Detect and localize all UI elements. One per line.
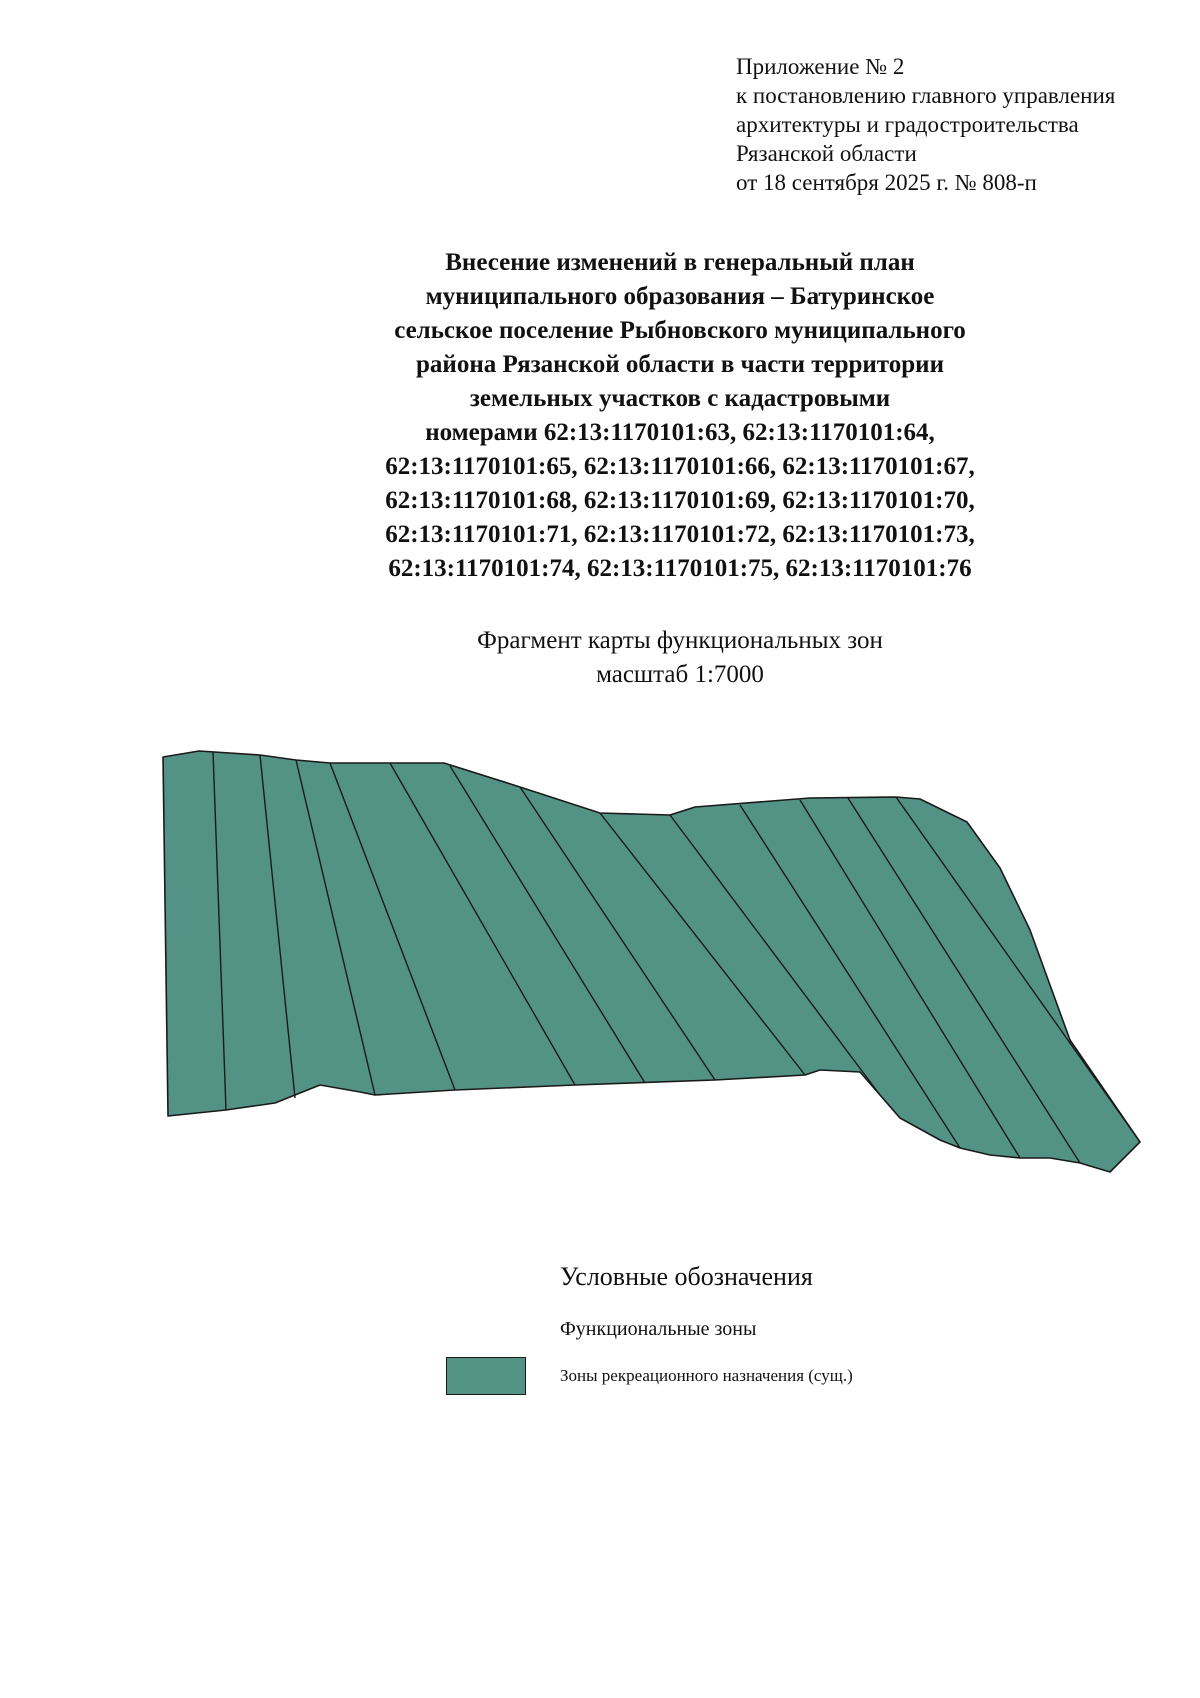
appendix-line: к постановлению главного управления [736,83,1116,108]
title-line: 62:13:1170101:74, 62:13:1170101:75, 62:13:1170101:76 [388,555,972,582]
document-title [300,246,1060,586]
appendix-line: от 18 сентября 2025 г. № 808-п [736,170,1037,195]
title-line: номерами 62:13:1170101:63, 62:13:1170101:64, [425,419,935,446]
map-subtitle [300,624,1060,692]
map-caption: Фрагмент карты функциональных зон [477,627,883,654]
parcel-boundary-line [600,813,805,1075]
appendix-header [736,52,1176,197]
title-line: 62:13:1170101:71, 62:13:1170101:72, 62:13:1170101:73, [385,521,975,548]
parcel-boundary-line [450,766,645,1083]
title-line: района Рязанской области в части территории [416,351,944,378]
parcel-boundary-line [296,760,375,1095]
parcel-boundary-line [260,755,295,1098]
parcel-boundary-line [520,787,715,1080]
parcel-boundary-line [213,752,226,1110]
title-line: Внесение изменений в генеральный план [445,249,915,276]
appendix-line: Приложение № 2 [736,54,905,79]
parcel-boundary-line [848,798,1080,1163]
legend-swatch-recreational [446,1357,526,1395]
legend-label-recreational: Зоны рекреационного назначения (сущ.) [560,1366,853,1385]
recreational-zone-area [163,751,1140,1172]
title-line: 62:13:1170101:68, 62:13:1170101:69, 62:13:1170101:70, [385,487,975,514]
appendix-line: архитектуры и градостроительства [736,112,1079,137]
parcel-boundary-line [800,800,1020,1158]
title-line: земельных участков с кадастровыми [469,385,891,412]
legend-section-title: Функциональные зоны [560,1318,757,1340]
title-line: 62:13:1170101:65, 62:13:1170101:66, 62:13:1170101:67, [385,453,975,480]
parcel-boundaries [213,752,1140,1163]
title-line: сельское поселение Рыбновского муниципального [394,317,966,344]
parcel-boundary-line [390,763,575,1085]
parcel-boundary-line [740,805,960,1148]
parcel-boundary-line [330,763,455,1090]
map-scale: масштаб 1:7000 [596,661,764,688]
parcel-boundary-line [670,815,880,1095]
legend-title: Условные обозначения [560,1262,813,1291]
parcel-boundary-line [896,797,1140,1142]
title-line: муниципального образования – Батуринское [425,283,935,310]
appendix-line: Рязанской области [736,141,917,166]
